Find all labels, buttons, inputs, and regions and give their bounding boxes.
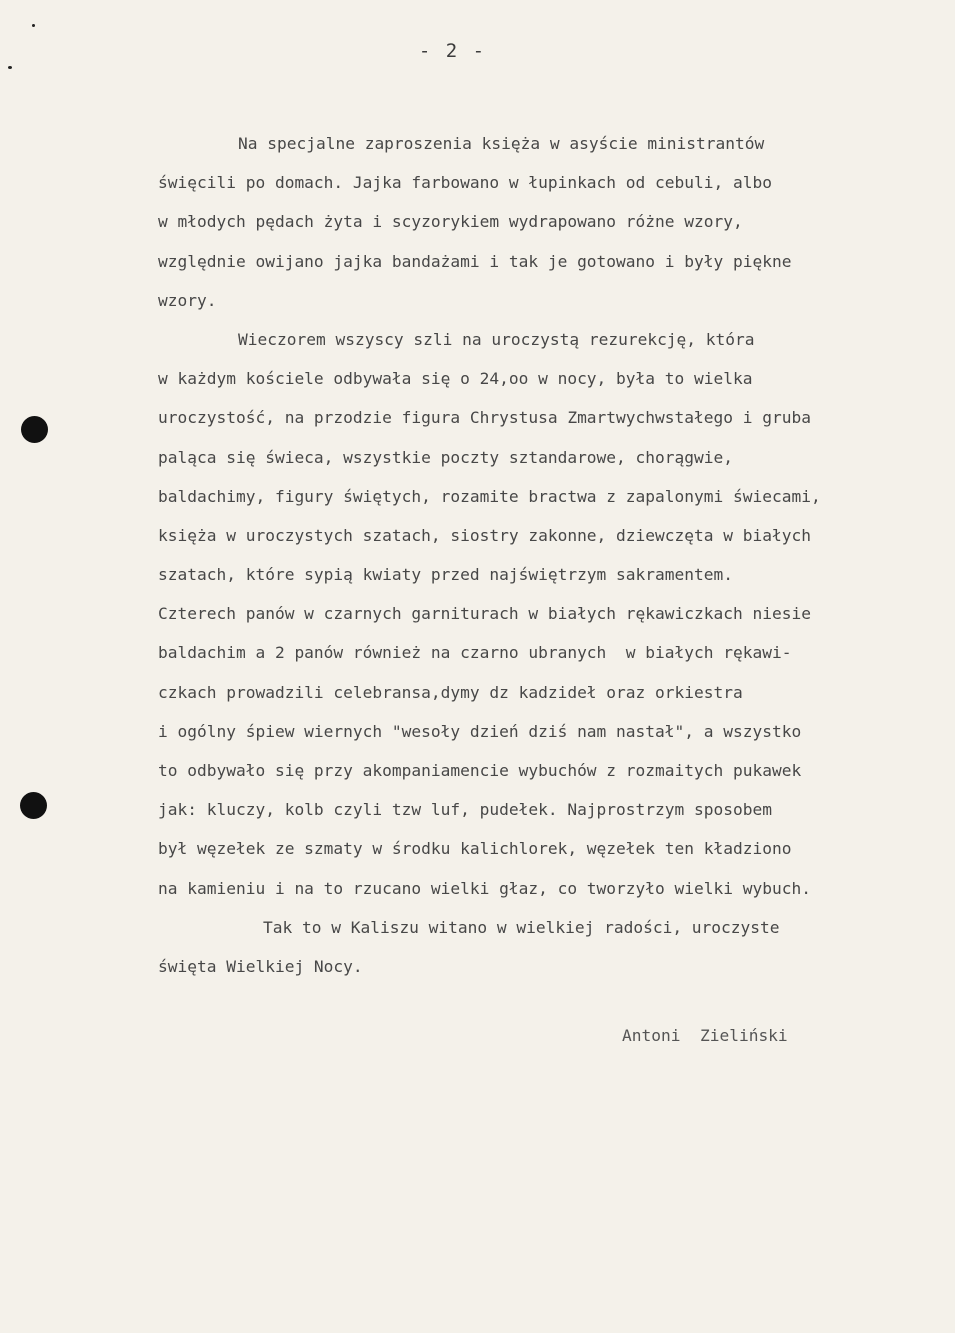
text-line: baldachimy, figury świętych, rozamite bractwa z zapalonymi świecami,	[158, 486, 821, 506]
text-line: uroczystość, na przodzie figura Chrystusa Zmartwychwstałego i gruba	[158, 408, 811, 428]
text-line: paląca się świeca, wszystkie poczty sztandarowe, chorągwie,	[158, 447, 733, 467]
text-line: w każdym kościele odbywała się o 24,oo w nocy, była to wielka	[158, 369, 753, 389]
paper-speck	[8, 66, 12, 69]
typed-text-body	[158, 124, 950, 986]
page-number: - 2 -	[418, 40, 487, 62]
punch-hole	[21, 416, 48, 443]
text-line: szatach, które sypią kwiaty przed najświętrzym sakramentem.	[158, 565, 733, 585]
text-line: Na specjalne zaproszenia księża w asyście ministrantów	[238, 134, 765, 153]
text-line: Wieczorem wszyscy szli na uroczystą rezurekcję, która	[238, 329, 755, 349]
text-line: i ogólny śpiew wiernych "wesoły dzień dziś nam nastał", a wszystko	[158, 721, 802, 741]
text-line: na kamieniu i na to rzucano wielki głaz, co tworzyło wielki wybuch.	[158, 878, 811, 898]
text-line: wzory.	[158, 290, 217, 310]
text-line: był węzełek ze szmaty w środku kalichlorek, węzełek ten kładziono	[158, 839, 792, 859]
text-line: czkach prowadzili celebransa,dymy dz kadzideł oraz orkiestra	[158, 682, 743, 702]
text-line: księża w uroczystych szatach, siostry zakonne, dziewczęta w białych	[158, 525, 811, 545]
paper-speck	[32, 24, 35, 27]
text-line: święta Wielkiej Nocy.	[158, 956, 363, 976]
punch-hole	[20, 792, 47, 819]
text-line: jak: kluczy, kolb czyli tzw luf, pudełek. Najprostrzym sposobem	[158, 800, 772, 820]
text-line: w młodych pędach żyta i scyzorykiem wydrapowano różne wzory,	[158, 212, 743, 232]
text-line: Tak to w Kaliszu witano w wielkiej radości, uroczyste	[263, 917, 780, 937]
signature: Antoni Zieliński	[622, 1026, 788, 1045]
text-line: święcili po domach. Jajka farbowano w łupinkach od cebuli, albo	[158, 173, 772, 193]
text-line: Czterech panów w czarnych garniturach w białych rękawiczkach niesie	[158, 604, 811, 624]
text-line: to odbywało się przy akompaniamencie wybuchów z rozmaitych pukawek	[158, 761, 802, 780]
text-line: baldachim a 2 panów również na czarno ubranych w białych rękawi-	[158, 643, 792, 663]
text-line: względnie owijano jajka bandażami i tak je gotowano i były piękne	[158, 251, 792, 271]
